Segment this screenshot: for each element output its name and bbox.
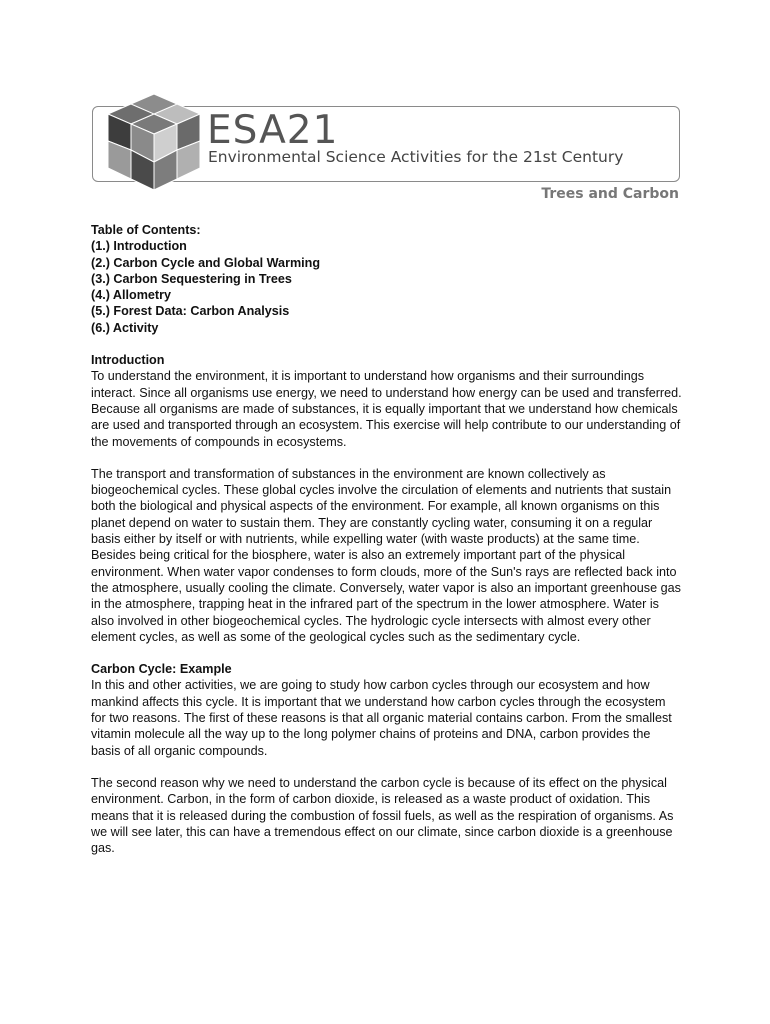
intro-paragraph-1: To understand the environment, it is important to understand how organisms and their surroundings interact. Since all organisms use energy, we need to understand how energy can be used and transferred. Because all organisms are made of substances, it is equally important that we understand how chemicals are used and transported through an ecosystem. This exercise will help contribute to our understanding of the movements of compounds in ecosystems. [91, 369, 682, 449]
section-heading-introduction: Introduction [91, 353, 165, 368]
carbon-paragraph-2: The second reason why we need to understand the carbon cycle is because of its effect on the physical environment. Carbon, in the form of carbon dioxide, is released as a waste product of oxidation. This means that it is released during the combustion of fossil fuels, as well as the respiration of organisms. As we will see later, this can have a tremendous effect on our climate, since carbon dioxide is a greenhouse gas. [91, 775, 674, 856]
toc-item: (6.) Activity [91, 320, 159, 335]
cube-logo-icon [102, 92, 206, 192]
toc-item: (1.) Introduction [91, 239, 187, 254]
brand-title: ESA21 [207, 108, 339, 153]
toc-heading: Table of Contents: [91, 223, 201, 237]
brand-tagline: Environmental Science Activities for the 21st Century [208, 148, 624, 166]
toc-item: (3.) Carbon Sequestering in Trees [91, 271, 292, 286]
document-title: Trees and Carbon [541, 186, 679, 202]
document-body [91, 222, 683, 856]
carbon-paragraph-1: In this and other activities, we are going to study how carbon cycles through our ecosystem and how mankind affects this cycle. It is important that we understand how carbon cycles through the ecosystem for two reasons. The first of these reasons is that all organic material contains carbon. From the smallest vitamin molecule all the way up to the long polymer chains of proteins and DNA, carbon provides the basis of all organic compounds. [91, 678, 672, 758]
toc-item: (2.) Carbon Cycle and Global Warming [91, 255, 321, 270]
toc-item: (4.) Allometry [91, 288, 172, 303]
section-heading-carbon-cycle: Carbon Cycle: Example [91, 662, 232, 677]
intro-paragraph-2: The transport and transformation of substances in the environment are known collectively as biogeochemical cycles. These global cycles involve the circulation of elements and nutrients that sustain both the biological and physical aspects of the environment. For example, all known organisms on this planet depend on water to sustain them. They are constantly cycling water, consuming it on a regular basis either by itself or with nutrients, while expelling water (with waste products) at the same time. Besides being critical for the biosphere, water is also an extremely important part of the physical environment. When water vapor condenses to form clouds, more of the Sun's rays are reflected back into the atmosphere, usually cooling the climate. Conversely, water vapor is also an important greenhouse gas in the atmosphere, trapping heat in the infrared part of the spectrum in the lower atmosphere. Water is also involved in other biogeochemical cycles. The hydrologic cycle intersects with almost every other element cycles, as well as some of the geological cycles such as the sedimentary cycle. [91, 466, 681, 644]
toc-item: (5.) Forest Data: Carbon Analysis [91, 304, 290, 319]
